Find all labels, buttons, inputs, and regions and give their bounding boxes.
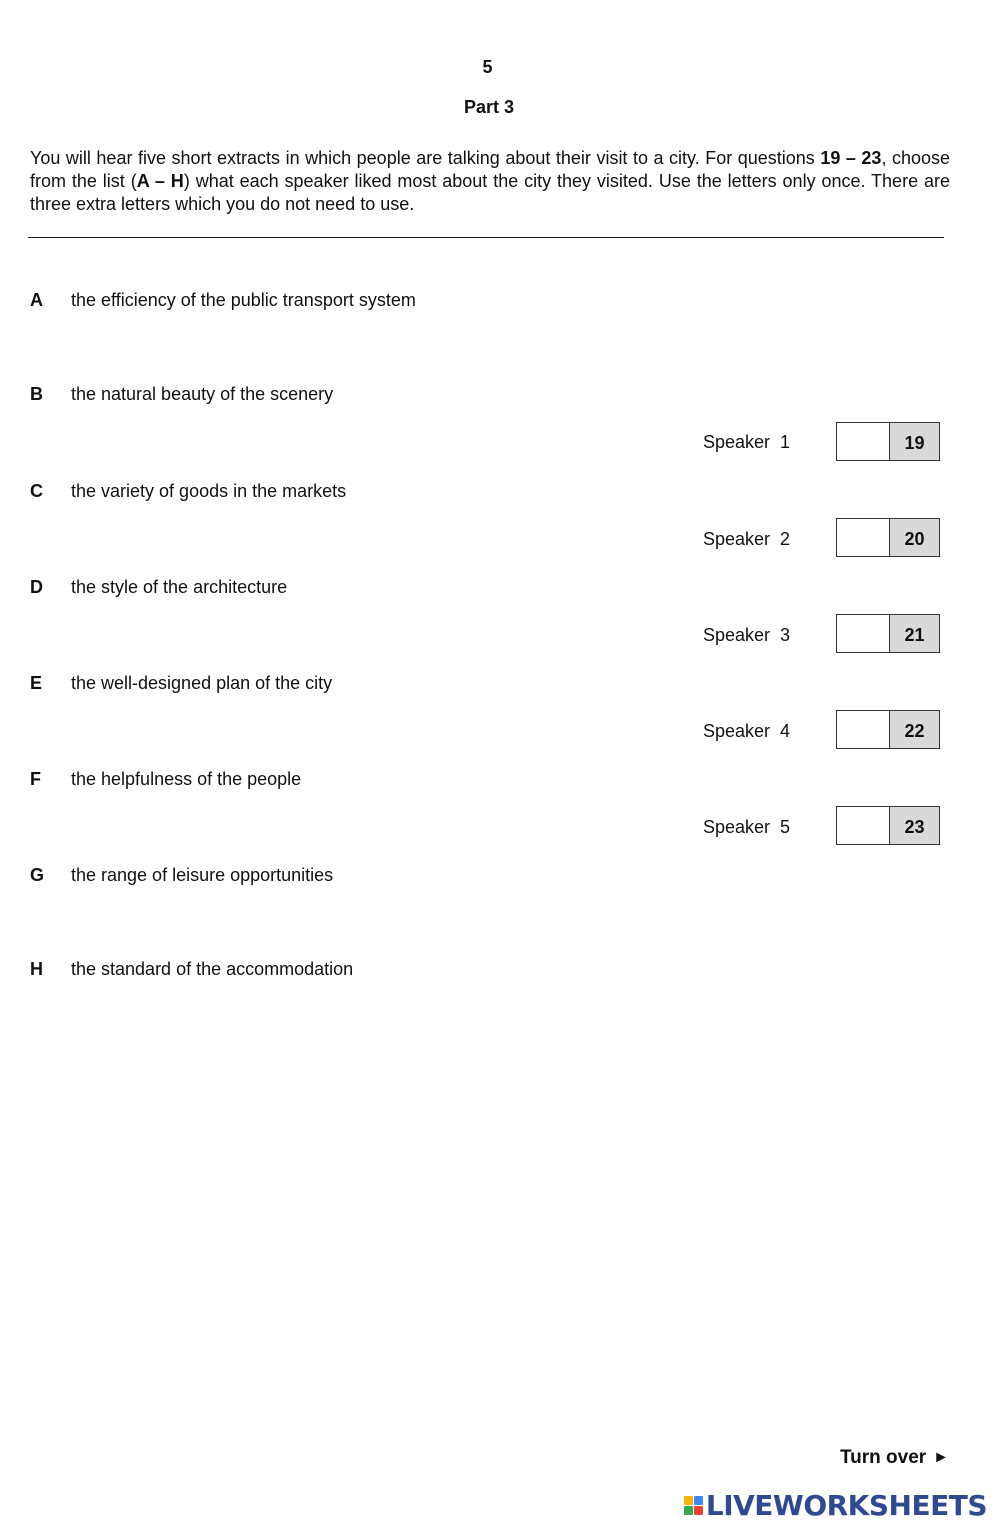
answer-input-23[interactable] — [837, 807, 890, 844]
answer-input-21[interactable] — [837, 615, 890, 652]
option-text: the style of the architecture — [71, 577, 288, 597]
speaker-5-label: Speaker 5 — [703, 817, 791, 837]
divider — [28, 237, 944, 238]
option-text: the variety of goods in the markets — [71, 481, 347, 501]
question-number: 19 — [890, 423, 939, 460]
answer-box-20 — [836, 518, 940, 557]
answer-box-19 — [836, 422, 940, 461]
option-text: the helpfulness of the people — [71, 769, 302, 789]
letter-range: A – H — [136, 171, 184, 191]
logo-grid-icon — [684, 1496, 703, 1515]
instructions-text-1: You will hear five short extracts in which people are talking about their visit to a city. For questions — [30, 148, 821, 168]
option-letter: H — [30, 959, 43, 979]
question-number: 22 — [890, 711, 939, 748]
instructions-paragraph — [30, 147, 950, 216]
liveworksheets-logo — [684, 1489, 987, 1522]
question-number: 20 — [890, 519, 939, 556]
answer-input-22[interactable] — [837, 711, 890, 748]
option-letter: E — [30, 673, 43, 693]
logo-text: LIVEWORKSHEETS — [705, 1489, 987, 1522]
answer-box-21 — [836, 614, 940, 653]
question-number: 23 — [890, 807, 939, 844]
option-e — [30, 673, 332, 694]
answer-input-19[interactable] — [837, 423, 890, 460]
logo-square — [694, 1506, 703, 1515]
option-letter: G — [30, 865, 45, 885]
speaker-4-label: Speaker 4 — [703, 721, 791, 741]
answer-box-23 — [836, 806, 940, 845]
option-text: the efficiency of the public transport system — [71, 290, 416, 310]
page-number: 5 — [482, 57, 493, 77]
option-text: the natural beauty of the scenery — [71, 384, 334, 404]
option-letter: A — [30, 290, 43, 310]
option-letter: B — [30, 384, 43, 404]
turn-over-text: Turn over — [839, 1447, 927, 1468]
option-text: the range of leisure opportunities — [71, 865, 334, 885]
speaker-1-label: Speaker 1 — [703, 432, 791, 452]
option-letter: D — [30, 577, 43, 597]
turn-over — [840, 1447, 949, 1469]
option-d — [30, 577, 287, 598]
answer-box-22 — [836, 710, 940, 749]
question-range: 19 – 23 — [820, 148, 882, 168]
arrow-right-icon: ► — [933, 1449, 949, 1466]
speaker-2-label: Speaker 2 — [703, 529, 791, 549]
option-h — [30, 959, 353, 980]
option-text: the well-designed plan of the city — [71, 673, 333, 693]
logo-square — [694, 1496, 703, 1505]
option-b — [30, 384, 333, 405]
option-f — [30, 769, 301, 790]
option-text: the standard of the accommodation — [71, 959, 354, 979]
option-c — [30, 481, 346, 502]
question-number: 21 — [890, 615, 939, 652]
speaker-3-label: Speaker 3 — [703, 625, 791, 645]
option-letter: F — [30, 769, 41, 789]
option-a — [30, 290, 416, 311]
answer-input-20[interactable] — [837, 519, 890, 556]
instructions-text-2: , choose from the list ( — [30, 148, 951, 191]
part-title: Part 3 — [463, 97, 515, 117]
logo-square — [684, 1496, 693, 1505]
option-letter: C — [30, 481, 43, 501]
logo-square — [684, 1506, 693, 1515]
option-g — [30, 865, 333, 886]
instructions-text-3: ) what each speaker liked most about the city they visited. Use the letters only once. There are three extra letters which you do not need to use. — [30, 171, 950, 214]
